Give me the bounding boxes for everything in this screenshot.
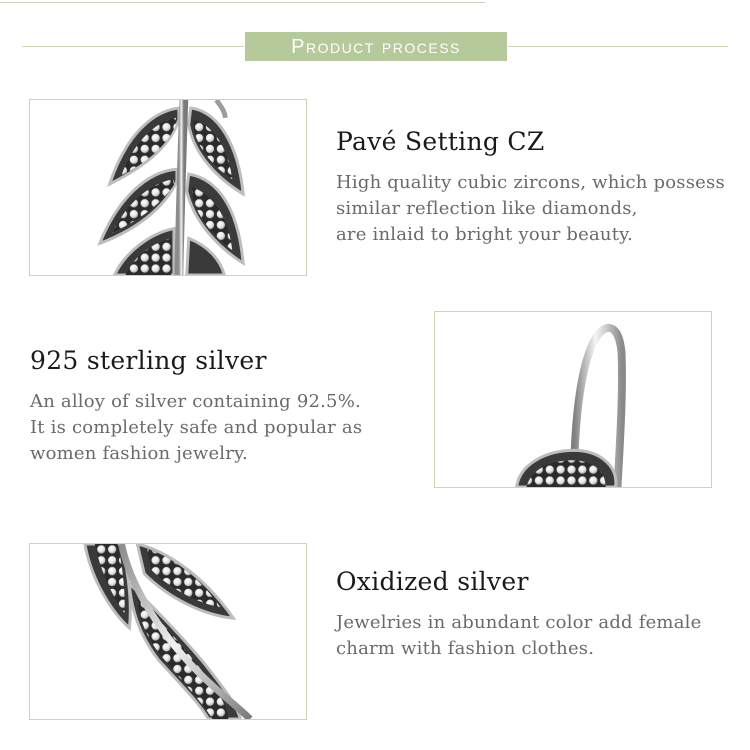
feather-tip-closeup-image (29, 543, 307, 720)
top-divider (0, 2, 485, 3)
feature-pave-setting (336, 128, 736, 248)
feature-description-line: charm with fashion clothes. (336, 637, 595, 659)
feature-sterling-silver (30, 347, 420, 467)
feature-description-line: It is completely safe and popular as (30, 416, 363, 438)
feature-title: Oxidized silver (336, 567, 529, 596)
feature-description-line: High quality cubic zircons, which possess (336, 171, 725, 193)
header-rule-right (508, 46, 728, 47)
feature-description-line: are inlaid to bright your beauty. (336, 223, 634, 245)
section-header-badge (245, 32, 507, 61)
feature-title: Pavé Setting CZ (336, 127, 545, 156)
feature-oxidized-silver (336, 568, 736, 662)
ear-hook-closeup-image (434, 311, 712, 488)
feature-description-line: Jewelries in abundant color add female (336, 611, 702, 633)
section-header-title: Product process (291, 35, 461, 58)
feature-description-line: An alloy of silver containing 92.5%. (30, 390, 361, 412)
header-rule-left (22, 46, 244, 47)
feature-title: 925 sterling silver (30, 346, 267, 375)
feature-description-line: women fashion jewelry. (30, 442, 248, 464)
feather-leaf-closeup-image (29, 99, 307, 276)
feature-description-line: similar reflection like diamonds, (336, 197, 638, 219)
